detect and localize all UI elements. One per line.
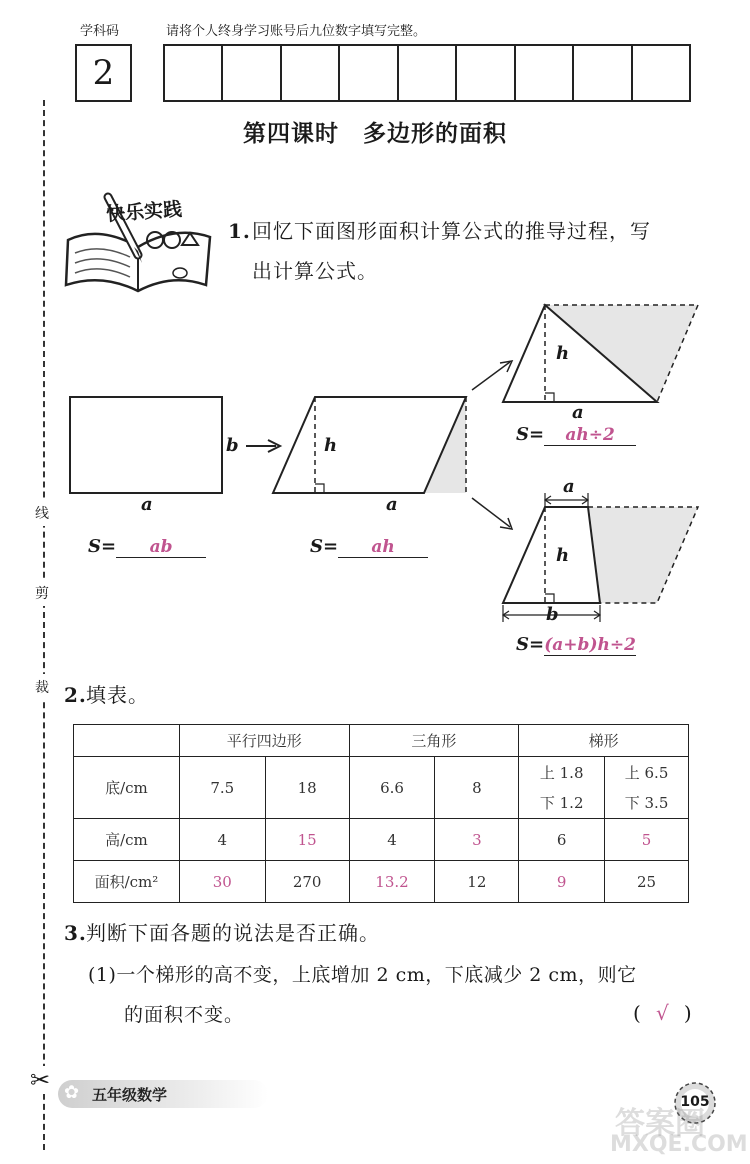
cell-answer[interactable]: 5 [605,819,689,861]
digit-box[interactable] [399,46,457,100]
para-formula [310,536,428,558]
table-row [74,861,689,903]
cell: 7.5 [179,757,265,819]
cell: 18 [265,757,349,819]
q2-text: 填表。 [86,683,149,707]
page-number: 105 [680,1094,710,1110]
q3-number: 3. [64,921,87,945]
tri-base-label: a [572,402,584,423]
star-icon: ✿ [64,1082,80,1103]
row-label-base: 底/cm [74,757,180,819]
q1-figures [0,290,750,670]
s-label: S= [516,634,545,655]
header-trapezoid: 梯形 [519,725,689,757]
rect-base-label: a [141,494,153,515]
account-digit-boxes[interactable] [163,44,691,102]
watermark-url: MXQE.COM [610,1132,748,1157]
row-label-height: 高/cm [74,819,180,861]
cell: 270 [265,861,349,903]
cell-bottom: 下 1.2 [539,793,584,812]
trap-base-label: b [546,604,559,625]
digit-box[interactable] [457,46,515,100]
digit-box[interactable] [633,46,689,100]
para-base-label: a [386,494,398,515]
rect-height-label: b [226,435,239,456]
table-row [74,819,689,861]
q2-number: 2. [64,683,87,707]
rect-formula [88,536,206,558]
cell: 25 [605,861,689,903]
para-height-label: h [324,435,338,456]
page-title: 第四课时 多边形的面积 [243,121,507,147]
cut-label-trim: 裁 [35,674,49,700]
footer-grade-tag [58,1080,268,1108]
digit-box[interactable] [516,46,574,100]
scissors-icon: ✂ [30,1066,51,1094]
cell: 4 [179,819,265,861]
cut-label-line: 线 [35,500,49,526]
rect-answer-blank[interactable] [116,536,206,558]
cell: 4 [349,819,435,861]
shaded-copy-trapezoid [588,507,698,603]
header-parallelogram: 平行四边形 [179,725,349,757]
digit-box[interactable] [282,46,340,100]
cell: 12 [435,861,519,903]
digit-box[interactable] [340,46,398,100]
arrow-up-right-icon [472,361,512,390]
fill-in-table [73,724,689,903]
q3-text: 判断下面各题的说法是否正确。 [86,921,380,945]
cell-bottom: 下 3.5 [624,793,669,812]
trap-top-label: a [563,476,575,497]
account-instruction: 请将个人终身学习账号后九位数字填写完整。 [166,24,427,39]
tri-answer: ah÷2 [565,425,615,445]
s-label: S= [310,536,339,557]
watermark-text: 答案圈 [615,1106,705,1141]
trap-answer: (a+b)h÷2 [544,635,636,655]
cell-answer[interactable]: 15 [265,819,349,861]
cell-answer[interactable]: 30 [179,861,265,903]
cell-trap-bases-2 [605,757,689,819]
q3-item1-line1: (1)一个梯形的高不变，上底增加 2 cm，下底减少 2 cm，则它 [88,964,637,986]
table-row [74,757,689,819]
s-label: S= [516,424,545,445]
table-corner [74,725,180,757]
rectangle-shape [70,397,222,493]
rect-answer: ab [149,537,173,557]
arrow-right-icon [246,440,280,452]
cut-label-cut: 剪 [35,580,49,606]
q1-number: 1. [228,219,251,243]
trap-formula [516,634,636,656]
para-answer-blank[interactable] [338,536,428,558]
digit-box[interactable] [223,46,281,100]
q3-answer-paren[interactable] [633,994,699,1032]
practice-badge [60,185,220,305]
cell-answer[interactable]: 9 [519,861,605,903]
arrow-down-right-icon [472,498,512,529]
s-label: S= [88,536,117,557]
digit-box[interactable] [165,46,223,100]
trap-answer-blank[interactable] [544,634,636,656]
tri-answer-blank[interactable] [544,424,636,446]
digit-box[interactable] [574,46,632,100]
tri-formula [516,424,636,446]
q1-text-line1: 回忆下面图形面积计算公式的推导过程，写 [252,219,651,243]
trap-height-label: h [556,545,570,566]
subject-code-label: 学科码 [80,24,120,39]
cell-trap-bases-1 [519,757,605,819]
cell-answer[interactable]: 13.2 [349,861,435,903]
paren-open: ( [633,1001,642,1025]
paren-close: ) [683,1001,693,1025]
badge-label: 快乐实践 [105,198,183,226]
tri-height-label: h [556,343,570,364]
footer-grade: 五年级数学 [92,1086,168,1104]
q3-answer-check: √ [655,1001,670,1025]
cell-top: 上 6.5 [624,763,669,782]
cell-answer[interactable]: 3 [435,819,519,861]
q1-text-line2: 出计算公式。 [252,259,378,283]
cell: 8 [435,757,519,819]
header-triangle: 三角形 [349,725,519,757]
subject-code-box: 2 [75,44,132,102]
cell-top: 上 1.8 [539,763,584,782]
q3-item1-line2: 的面积不变。 [124,1004,245,1026]
para-answer: ah [371,537,395,557]
row-label-area: 面积/cm² [74,861,180,903]
cell: 6.6 [349,757,435,819]
trapezoid-shape [503,507,600,603]
cell: 6 [519,819,605,861]
